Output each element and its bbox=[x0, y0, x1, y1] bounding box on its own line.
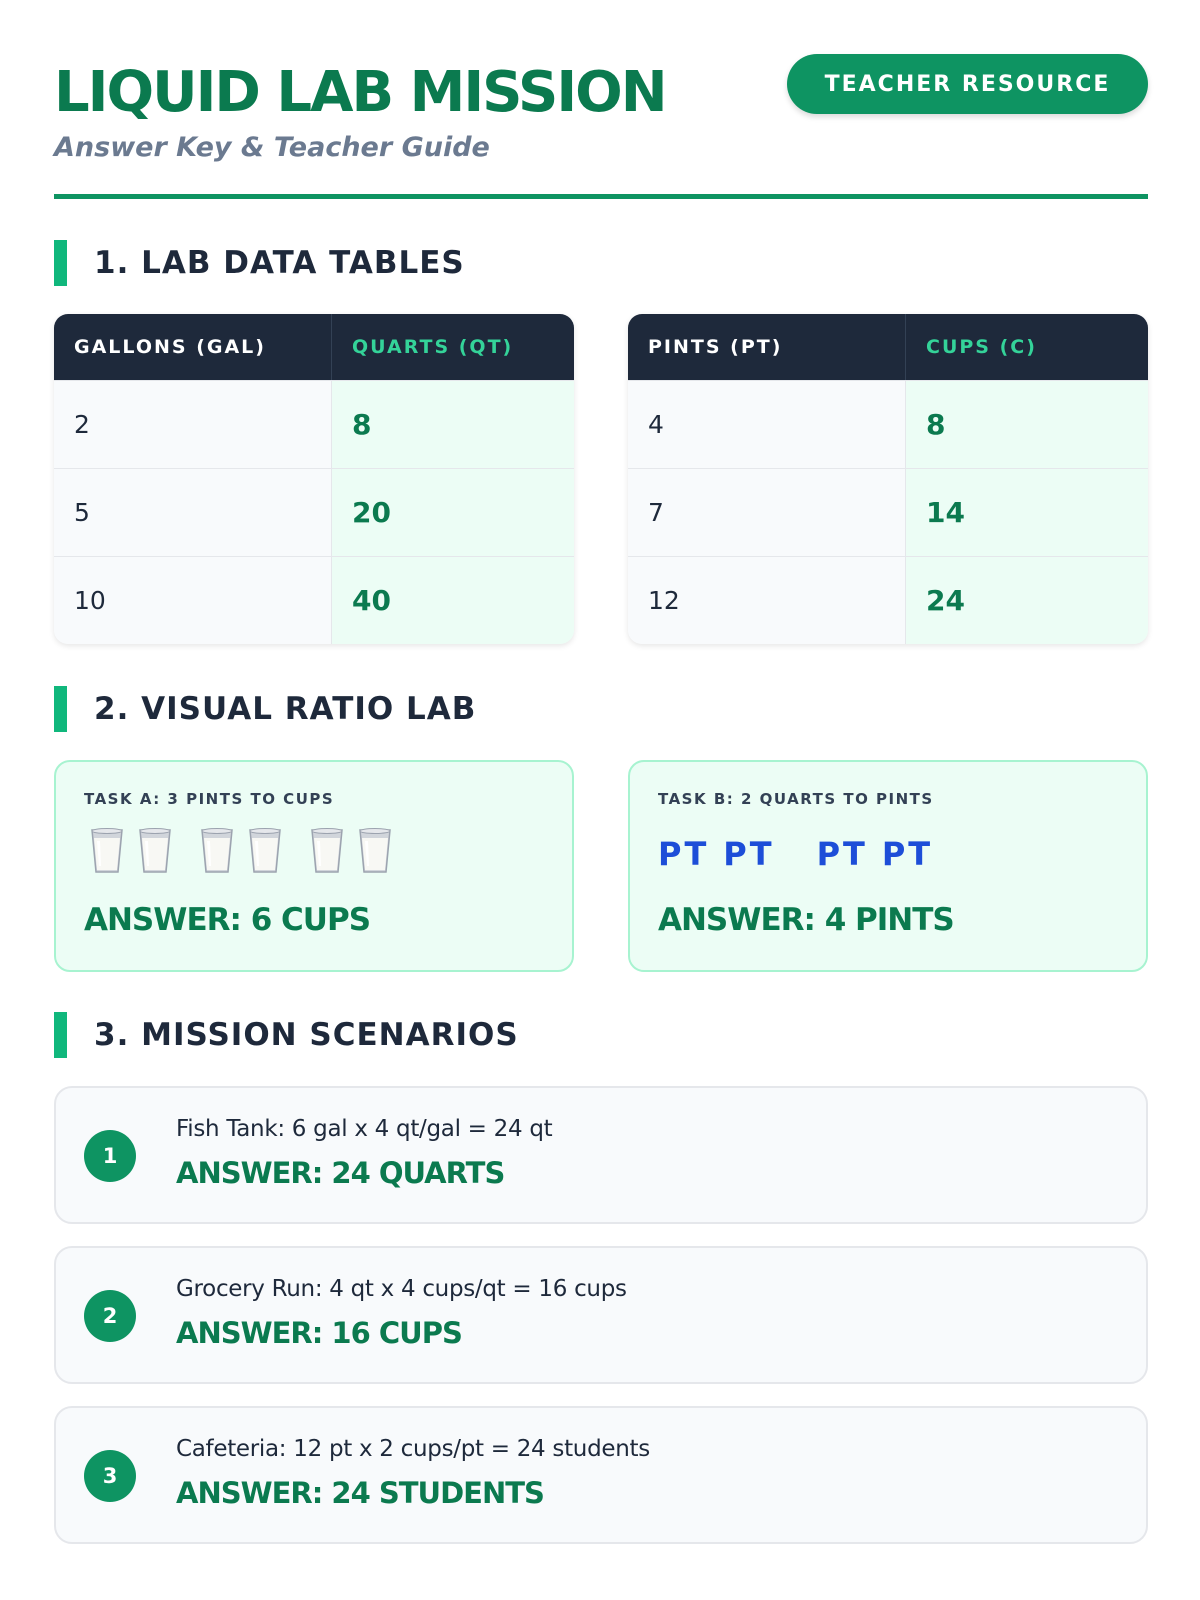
table-cell: 7 bbox=[628, 469, 905, 557]
column-header-pints: PINTS (PT) bbox=[648, 336, 783, 358]
pints-cups-table bbox=[628, 314, 1148, 644]
task-a-answer: ANSWER: 6 CUPS bbox=[84, 902, 371, 938]
column-header-gallons: GALLONS (GAL) bbox=[74, 336, 266, 358]
task-a-label: TASK A: 3 PINTS TO CUPS bbox=[84, 790, 335, 808]
section-heading-mission-scenarios bbox=[54, 1012, 1148, 1058]
table-cell: 4 bbox=[628, 381, 905, 469]
task-b-answer: ANSWER: 4 PINTS bbox=[658, 902, 954, 938]
pint-labels-row bbox=[658, 832, 975, 876]
scenario-number-badge: 3 bbox=[84, 1450, 136, 1502]
milk-glass-icon bbox=[194, 826, 240, 876]
cup-group bbox=[194, 826, 290, 882]
table-cell: 5 bbox=[54, 469, 331, 557]
scenario-calculation: Grocery Run: 4 qt x 4 cups/qt = 16 cups bbox=[176, 1276, 627, 1302]
page-subtitle: Answer Key & Teacher Guide bbox=[54, 132, 490, 163]
milk-glass-icon bbox=[242, 826, 288, 876]
table-header-row bbox=[628, 314, 1148, 380]
section-title: 2. VISUAL RATIO LAB bbox=[94, 691, 477, 727]
answer-cell: 8 bbox=[331, 381, 574, 469]
scenario-card bbox=[54, 1246, 1148, 1384]
scenario-card bbox=[54, 1406, 1148, 1544]
table-row bbox=[54, 380, 574, 468]
table-cell: 12 bbox=[628, 557, 905, 644]
table-cell: 10 bbox=[54, 557, 331, 644]
milk-glass-icon bbox=[84, 826, 130, 876]
answer-cell: 14 bbox=[905, 469, 1148, 557]
pint-label: PT bbox=[881, 835, 934, 873]
section-heading-visual-ratio bbox=[54, 686, 1148, 732]
section-accent-bar bbox=[54, 1012, 67, 1058]
table-row bbox=[628, 468, 1148, 556]
answer-cell: 8 bbox=[905, 381, 1148, 469]
section-accent-bar bbox=[54, 686, 67, 732]
pint-label: PT bbox=[658, 835, 710, 873]
answer-key-page bbox=[54, 0, 1148, 1600]
table-row bbox=[54, 556, 574, 644]
pint-label: PT bbox=[816, 835, 868, 873]
cup-group bbox=[304, 826, 400, 882]
pint-label: PT bbox=[723, 835, 775, 873]
milk-glass-icon bbox=[132, 826, 178, 876]
scenario-answer: ANSWER: 24 STUDENTS bbox=[176, 1476, 544, 1510]
scenario-answer: ANSWER: 24 QUARTS bbox=[176, 1156, 505, 1190]
milk-glass-icon bbox=[352, 826, 398, 876]
page-header bbox=[54, 52, 1148, 200]
answer-cell: 24 bbox=[905, 557, 1148, 644]
milk-glass-icon bbox=[304, 826, 350, 876]
scenario-calculation: Cafeteria: 12 pt x 2 cups/pt = 24 students bbox=[176, 1436, 650, 1462]
task-b-label: TASK B: 2 QUARTS TO PINTS bbox=[658, 790, 934, 808]
header-divider bbox=[54, 194, 1148, 199]
cup-group bbox=[84, 826, 180, 882]
page-title: LIQUID LAB MISSION bbox=[54, 60, 666, 125]
column-header-quarts: QUARTS (QT) bbox=[331, 314, 574, 380]
pint-group bbox=[658, 832, 789, 876]
scenario-calculation: Fish Tank: 6 gal x 4 qt/gal = 24 qt bbox=[176, 1116, 553, 1142]
scenario-card bbox=[54, 1086, 1148, 1224]
task-b-card bbox=[628, 760, 1148, 972]
pint-group bbox=[817, 832, 948, 876]
section-title: 1. LAB DATA TABLES bbox=[94, 245, 465, 281]
table-row bbox=[628, 556, 1148, 644]
scenario-number-badge: 2 bbox=[84, 1290, 136, 1342]
table-cell: 2 bbox=[54, 381, 331, 469]
column-header-cups: CUPS (C) bbox=[905, 314, 1148, 380]
teacher-resource-badge: TEACHER RESOURCE bbox=[787, 54, 1148, 114]
task-a-card bbox=[54, 760, 574, 972]
section-title: 3. MISSION SCENARIOS bbox=[94, 1017, 519, 1053]
scenario-answer: ANSWER: 16 CUPS bbox=[176, 1316, 462, 1350]
section-heading-lab-data bbox=[54, 240, 1148, 286]
table-row bbox=[628, 380, 1148, 468]
table-row bbox=[54, 468, 574, 556]
scenario-number-badge: 1 bbox=[84, 1130, 136, 1182]
gallons-quarts-table bbox=[54, 314, 574, 644]
table-header-row bbox=[54, 314, 574, 380]
answer-cell: 20 bbox=[331, 469, 574, 557]
milk-glass-row bbox=[84, 826, 414, 882]
section-accent-bar bbox=[54, 240, 67, 286]
answer-cell: 40 bbox=[331, 557, 574, 644]
